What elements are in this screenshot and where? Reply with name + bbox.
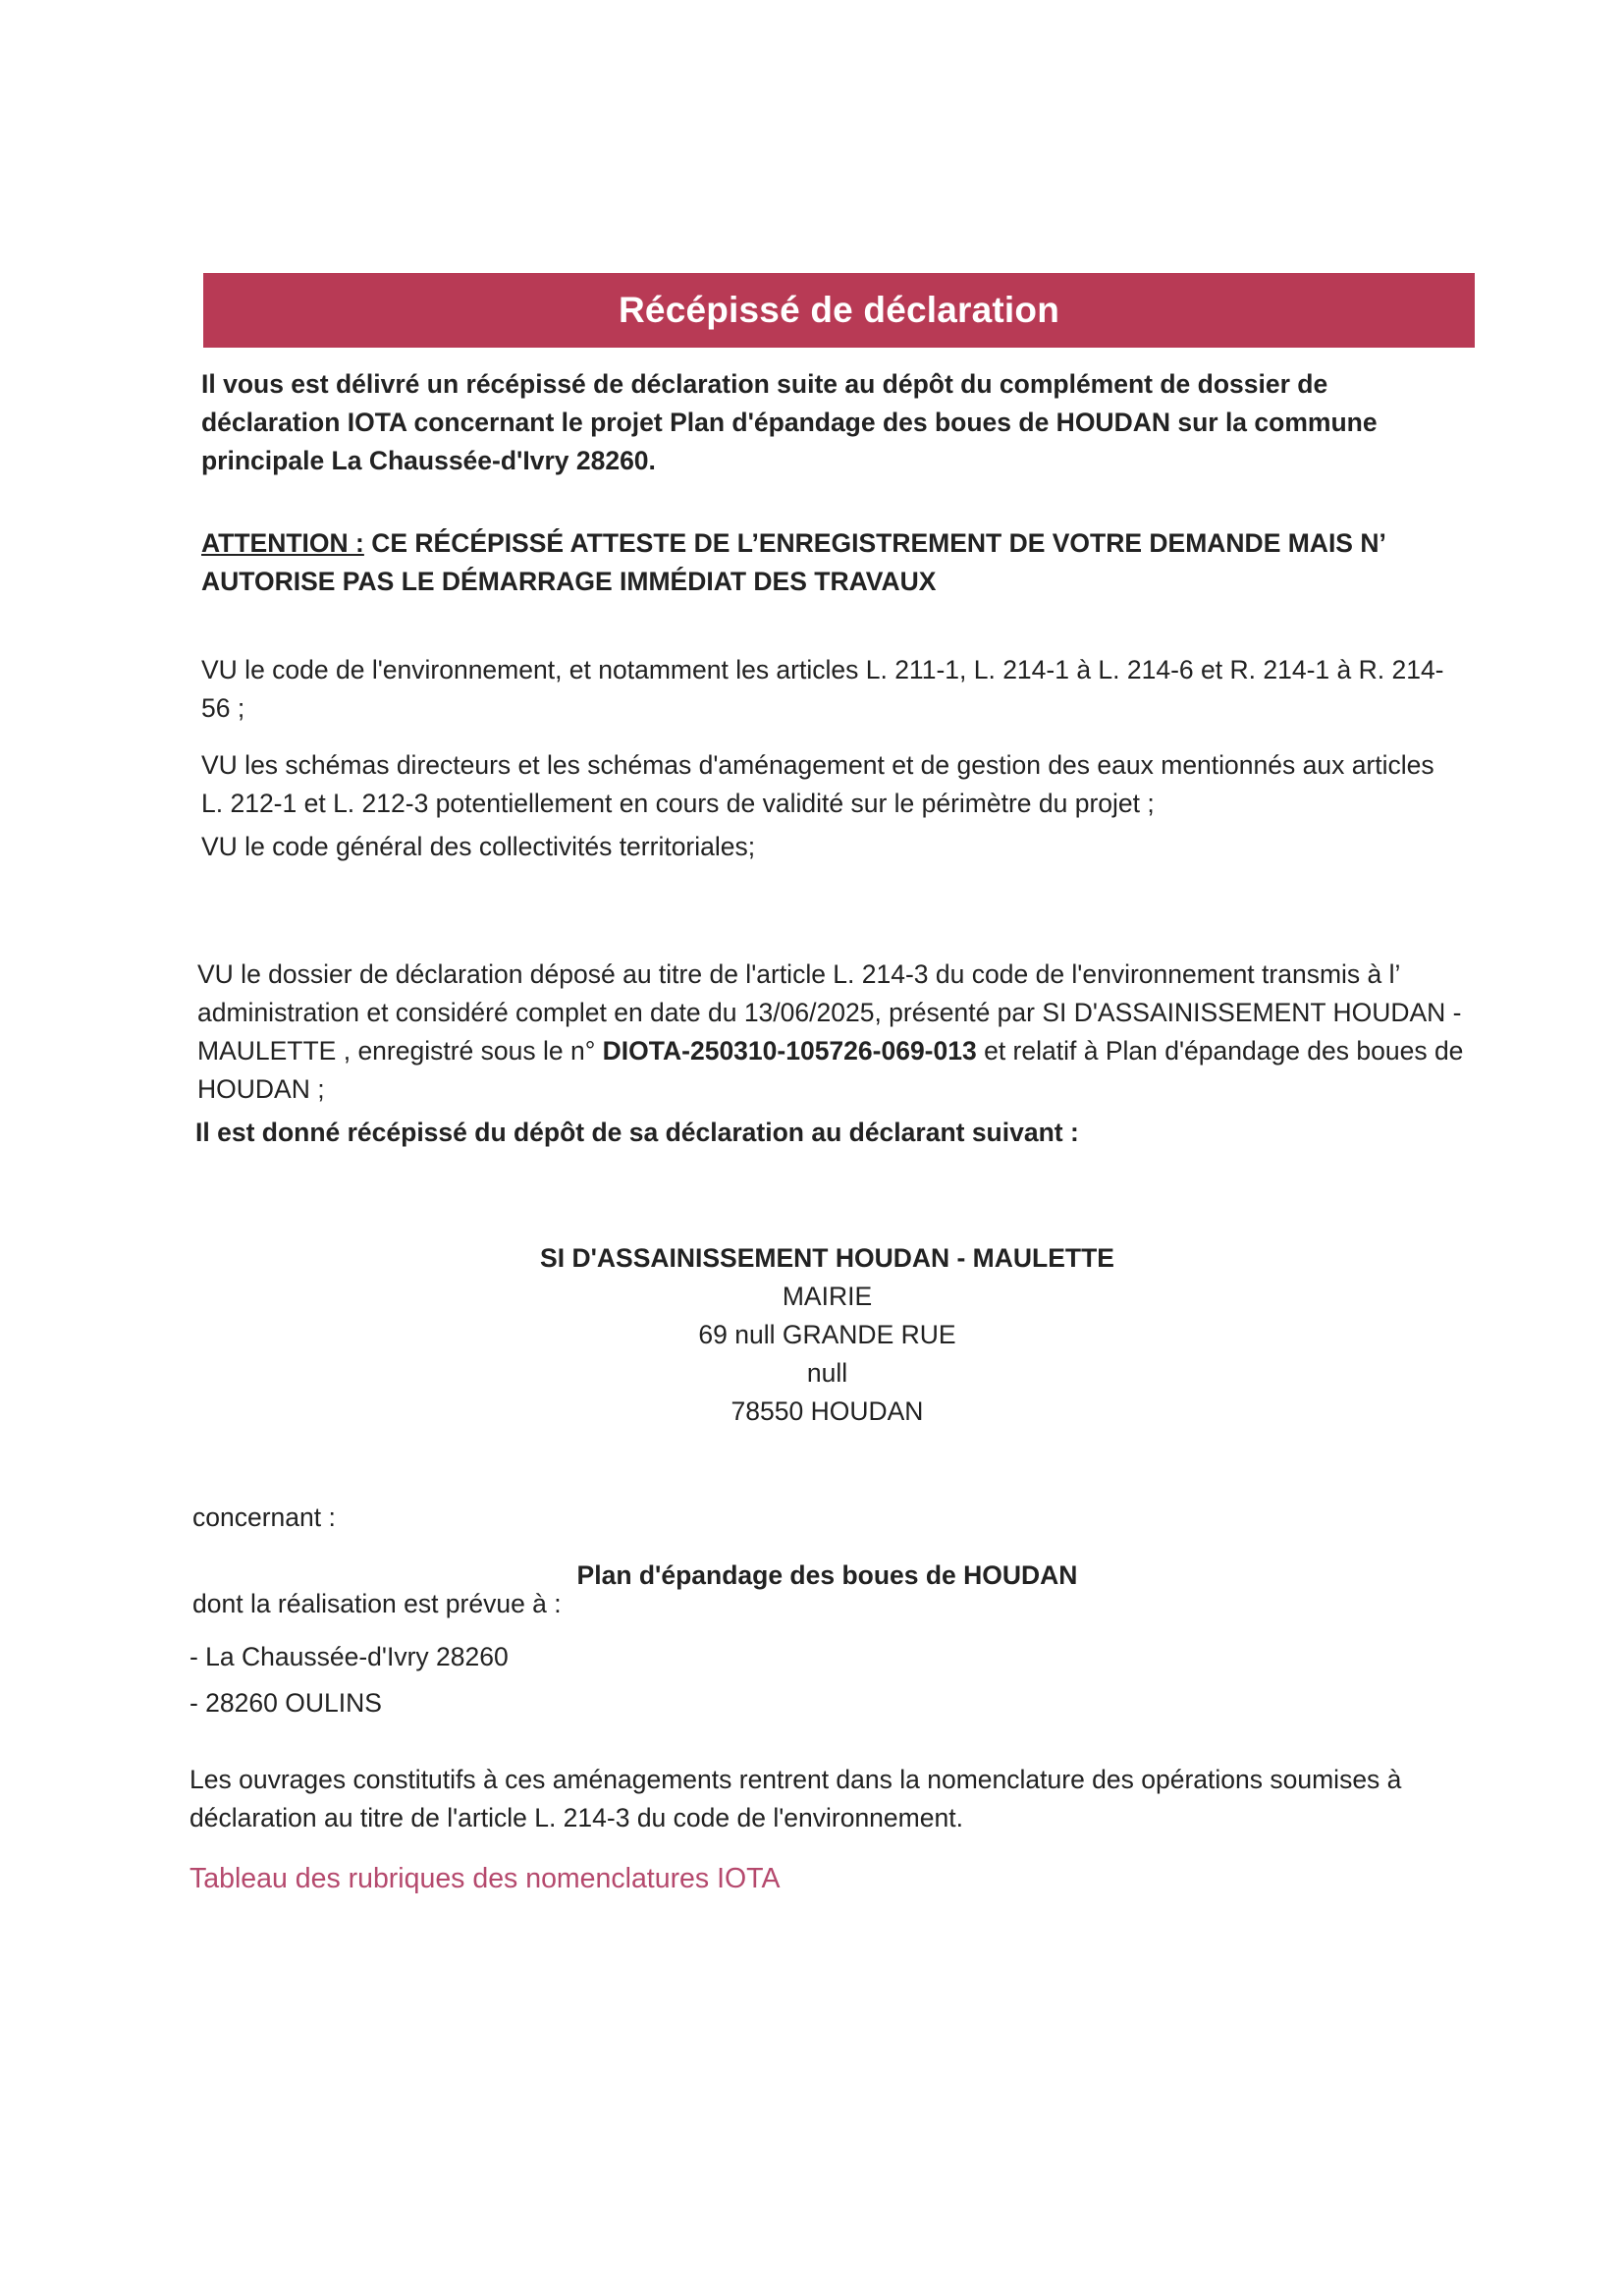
visa-schemas-directeurs: VU les schémas directeurs et les schémas d'aménagement et de gestion des eaux mentionnés aux articles L. 212-1 et L. 212-3 potentiellement en cours de validité sur le périmètre du projet ; xyxy=(201,750,1434,818)
visa-code-environnement: VU le code de l'environnement, et notamment les articles L. 211-1, L. 214-1 à L. 214-6 et R. 214-1 à R. 214-56 ; xyxy=(201,655,1444,723)
concernant-label: concernant : xyxy=(192,1503,336,1532)
visa-code-collectivites: VU le code général des collectivités territoriales; xyxy=(201,832,756,861)
ouvrages-paragraph: Les ouvrages constitutifs à ces aménagements rentrent dans la nomenclature des opérations soumises à déclaration au titre de l'article L. 214-3 du code de l'environnement. xyxy=(189,1765,1402,1832)
nomenclature-table-link[interactable]: Tableau des rubriques des nomenclatures IOTA xyxy=(189,1863,781,1894)
visa-dossier-declaration xyxy=(197,956,1464,1109)
declaration-number: DIOTA-250310-105726-069-013 xyxy=(602,1036,977,1066)
attention-text: CE RÉCÉPISSÉ ATTESTE DE L’ENREGISTREMENT DE VOTRE DEMANDE MAIS N’ AUTORISE PAS LE DÉMARRAGE IMMÉDIAT DES TRAVAUX xyxy=(201,528,1385,596)
page-title: Récépissé de déclaration xyxy=(619,290,1059,330)
attention-notice xyxy=(201,524,1448,601)
declarant-address xyxy=(334,1239,1321,1431)
visa-dossier-text-start: VU le dossier de déclaration déposé au titre de l'article L. 214-3 du code de l'environnement transmis à l’ administration et considéré complet en date du 13/06/2025, présenté par SI D'ASSAINISSEMENT HOUDAN - MAULETTE , enregistré sous le n° xyxy=(197,959,1462,1066)
realisation-label: dont la réalisation est prévue à : xyxy=(192,1589,562,1618)
receipt-given-statement: Il est donné récépissé du dépôt de sa déclaration au déclarant suivant : xyxy=(195,1118,1079,1147)
intro-paragraph: Il vous est délivré un récépissé de déclaration suite au dépôt du complément de dossier de déclaration IOTA concernant le projet Plan d'épandage des boues de HOUDAN sur la commune principale La Chaussée-d'Ivry 28260. xyxy=(201,369,1378,475)
list-item: - La Chaussée-d'Ivry 28260 xyxy=(189,1642,509,1671)
list-item: - 28260 OULINS xyxy=(189,1688,382,1718)
declarant-address-line: MAIRIE xyxy=(782,1282,873,1311)
project-title: Plan d'épandage des boues de HOUDAN xyxy=(576,1560,1078,1590)
declarant-name: SI D'ASSAINISSEMENT HOUDAN - MAULETTE xyxy=(540,1243,1114,1273)
places-list xyxy=(189,1634,509,1726)
declarant-address-line: 69 null GRANDE RUE xyxy=(698,1320,956,1349)
declarant-address-line: null xyxy=(806,1358,848,1388)
declarant-address-line: 78550 HOUDAN xyxy=(730,1396,924,1426)
title-banner xyxy=(203,273,1475,348)
attention-label: ATTENTION : xyxy=(201,528,364,558)
visa-dossier-text-end: et relatif à Plan d'épandage des boues de HOUDAN ; xyxy=(197,1036,1464,1104)
